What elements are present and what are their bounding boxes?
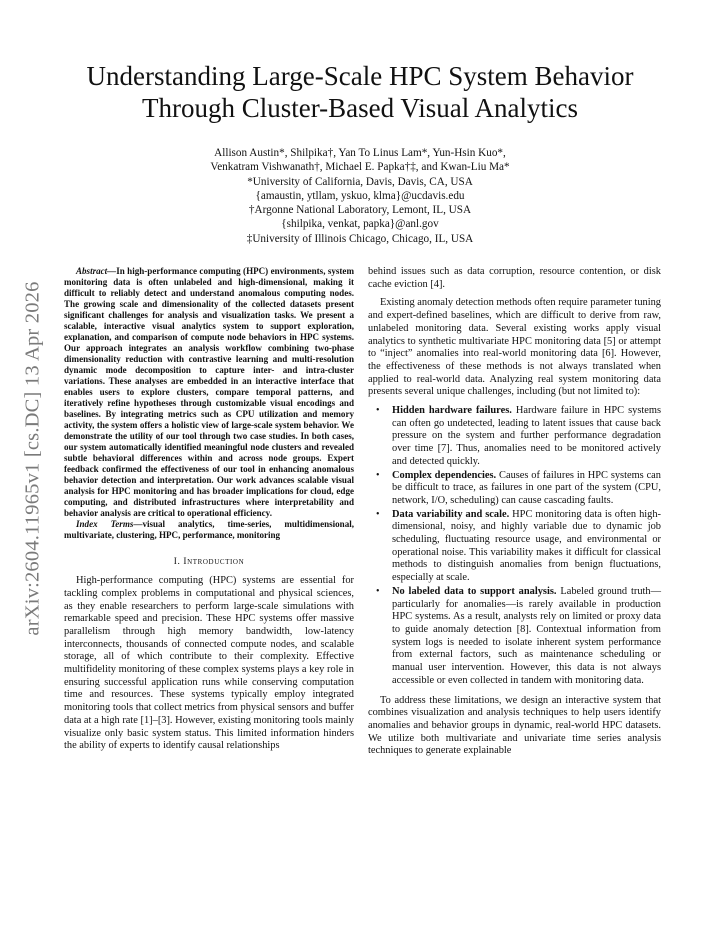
affiliation-line: *University of California, Davis, Davis, CA, USA (247, 175, 473, 188)
paper-title: Understanding Large-Scale HPC System Behavior Through Cluster-Based Visual Analytics (86, 61, 634, 123)
list-item-text: Causes of failures in HPC systems can be difficult to trace, as failures in one part of the system (CPU, network, I/O, scheduling) can cause cascading faults. (392, 469, 661, 506)
list-item-head: Hidden hardware failures. (392, 405, 512, 417)
index-terms (64, 519, 354, 541)
author-block (100, 146, 620, 246)
list-item-head: No labeled data to support analysis. (392, 585, 557, 597)
bullet: • (376, 585, 380, 597)
continuation-paragraph: behind issues such as data corruption, resource contention, or disk cache eviction [4]. (368, 266, 661, 290)
affiliation-line: ‡University of Illinois Chicago, Chicago, IL, USA (246, 232, 474, 245)
list-item (376, 508, 661, 585)
email-line: {amaustin, ytllam, yskuo, klma}@ucdavis.edu (255, 189, 465, 202)
list-item (376, 405, 661, 469)
affiliation-line: †Argonne National Laboratory, Lemont, IL, USA (248, 204, 472, 217)
intro-paragraph: High-performance computing (HPC) systems are essential for tackling complex problems in computational and physical sciences, as they enable researchers to perform large-scale simulations with remarkable speed and precision. These HPC systems offer massive parallelism through high memory bandwidth, low-latency interconnects, thousands of connected compute nodes, and scalable storage, all of which contribute to their complexity. Effective multifidelity monitoring of these complex systems plays a key role in ensuring successful application runs while conserving computation time and resources. These systems typically employ integrated monitoring tools that collect metrics from physical sensors and buffer data at a high rate [1]–[3]. However, existing monitoring tools mainly visualize only basic system status. This limited information hinders the ability of experts to identify causal relationships (64, 575, 354, 752)
right-column (368, 266, 661, 758)
list-item-head: Data variability and scale. (392, 508, 510, 520)
bullet: • (376, 469, 380, 481)
list-item-text: Labeled ground truth—particularly for anomalies—is rarely available in production HPC systems. As a result, analysts rely on limited or proxy data to guide anomaly detection [8]. Contextual information from system logs is needed to isolate inherent system performance from external factors, such as maintenance scheduling or manual user intervention. However, this data is not always accessible or even collected in tandem with monitoring data. (392, 585, 661, 686)
list-item (376, 585, 661, 688)
index-terms-label: Index Terms (76, 519, 134, 530)
abstract (64, 266, 354, 519)
abstract-text: In high-performance computing (HPC) environments, system monitoring data is often unlabeled and high-dimensional, making it difficult to reliably detect and understand anomalous computing nodes. The growing scale and dimensionality of the collected datasets present significant challenges for analysis and visualization tasks. We present a scalable, interactive visual analytics system to support exploration, explanation, and comparison of compute node behaviors in HPC systems. Our approach integrates an analysis workflow combining two-phase dimensionality reduction with contrastive learning and multi-resolution dynamic mode decomposition to capture inter- and intra-cluster variations. These analyses are embedded in an interactive interface that enables users to explore clusters, compare temporal patterns, and iteratively refine hypotheses through customizable visual encodings and baselines. By integrating metrics such as CPU utilization and memory activity, the system offers a holistic view of large-scale system behavior. We demonstrate the utility of our tool through two case studies. In both cases, our system automatically identified meaningful node clusters and revealed subtle behavioral differences within and across node groups. Expert feedback confirmed the effectiveness of our tool in enhancing anomalous behavior detection and interpretation. Our work advances scalable visual analysis for HPC monitoring and has broader implications for cloud, edge computing, and distributed infrastructures where interpretability and behavior analysis are critical to operational efficiency. (64, 266, 354, 519)
arxiv-sidebar (8, 258, 58, 658)
list-item-text: Hardware failure in HPC systems can often go undetected, leading to latent issues that cause back pressure on the system and further performance degradation over time [7]. Thus, anomalies need to be monitored actively and detected quickly. (392, 405, 661, 467)
section-heading: I. Introduction (173, 557, 245, 568)
arxiv-identifier: arXiv:2604.11965v1 [cs.DC] 13 Apr 2026 (21, 280, 44, 636)
bullet: • (376, 508, 380, 520)
abstract-label: Abstract— (76, 266, 117, 276)
list-item (376, 469, 661, 508)
bullet: • (376, 405, 380, 417)
left-column (64, 266, 354, 753)
challenges-list (368, 405, 661, 687)
list-item-text: HPC monitoring data is often high-dimensional, noisy, and highly variable due to dynamic job scheduling, fluctuating resource usage, and environmental or operational noise. This variability makes it difficult for classical methods to distinguish anomalies from benign fluctuations, especially at scale. (392, 508, 661, 584)
email-line: {shilpika, venkat, papka}@anl.gov (281, 218, 439, 231)
index-terms-text: —visual analytics, time-series, multidimensional, multivariate, clustering, HPC, performance, monitoring (64, 519, 354, 541)
paragraph: Existing anomaly detection methods often require parameter tuning and expert-defined baselines, which are difficult to derive from raw, unlabeled monitoring data. Several existing works apply visual analytics to synthetic multivariate HPC monitoring data [5] or attempt to “inject” anomalies into real-world monitoring data [6]. However, the effectiveness of these methods is not always translated when applied to real-world data. Analyzing real system monitoring data presents several unique challenges, including (but not limited to): (368, 297, 661, 398)
list-item-head: Complex dependencies. (392, 469, 497, 481)
author-line: Allison Austin*, Shilpika†, Yan To Linus Lam*, Yun-Hsin Kuo*, (214, 147, 506, 159)
paragraph: To address these limitations, we design an interactive system that combines visualization and analysis techniques to help users identify anomalies and behavior groups in dynamic, real-world HPC datasets. We utilize both multivariate and univariate time series analysis techniques to generate explainable (368, 694, 661, 757)
author-line: Venkatram Vishwanath†, Michael E. Papka†‡, and Kwan-Liu Ma* (210, 161, 510, 174)
